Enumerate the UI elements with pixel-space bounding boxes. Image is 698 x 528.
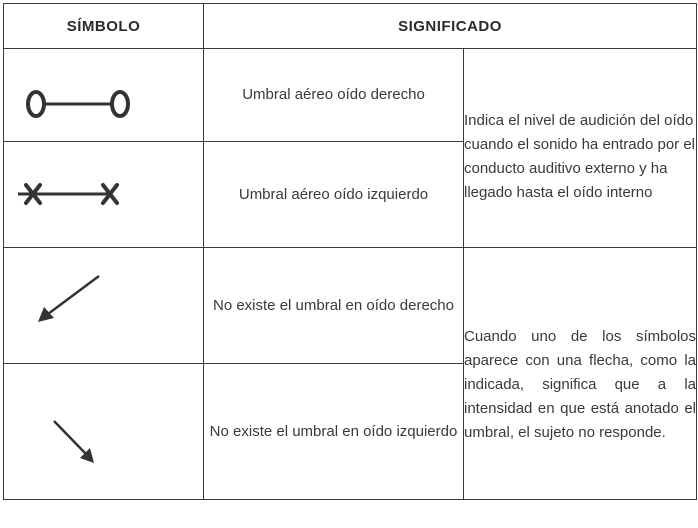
- symbol-column-header: SÍMBOLO: [4, 4, 204, 49]
- meaning-column-header: SIGNIFICADO: [204, 4, 697, 49]
- symbol-cell: [4, 364, 204, 500]
- o-line-o-icon: [4, 49, 204, 141]
- x-line-x-icon: [4, 142, 204, 247]
- no-response-description: Cuando uno de los símbolos aparece con una flecha, como la indicada, significa que a la intensidad en que está anotado el umbral, el sujeto no responde.: [464, 248, 697, 500]
- meaning-label: No existe el umbral en oído derecho: [204, 248, 464, 364]
- air-threshold-description: Indica el nivel de audición del oído cuando el sonido ha entrado por el conducto auditivo externo y ha llegado hasta el oído interno: [464, 49, 697, 248]
- arrow-down-right-icon: [4, 364, 204, 499]
- audiogram-symbol-table: [3, 3, 697, 500]
- table-row: [4, 248, 697, 364]
- arrow-down-left-icon: [4, 248, 204, 363]
- symbol-cell: [4, 248, 204, 364]
- meaning-label: No existe el umbral en oído izquierdo: [204, 364, 464, 500]
- table-row: [4, 49, 697, 142]
- meaning-label: Umbral aéreo oído derecho: [204, 49, 464, 142]
- symbol-cell: [4, 142, 204, 248]
- meaning-label: Umbral aéreo oído izquierdo: [204, 142, 464, 248]
- symbol-cell: [4, 49, 204, 142]
- header-row: [4, 4, 697, 49]
